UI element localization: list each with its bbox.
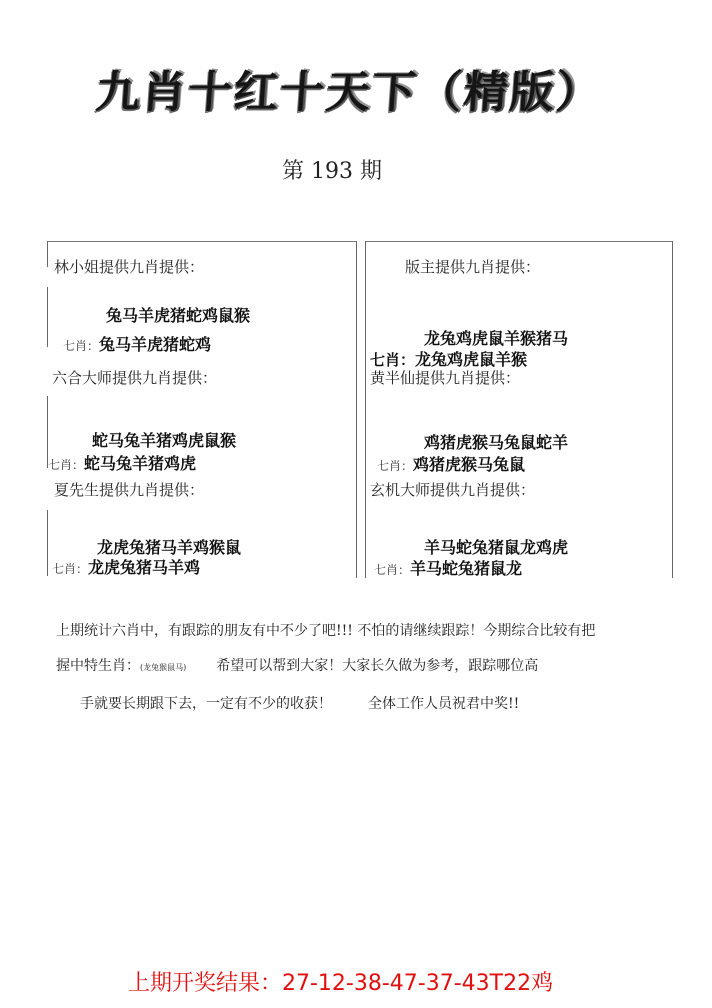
seven-label: 七肖 [63,339,88,353]
special-zodiac-picks: (龙兔猴鼠马) [140,663,187,672]
nine-zodiac-list: 蛇马兔羊猪鸡虎鼠猴 [92,431,237,450]
seven-separator: ： [76,562,89,576]
provider-heading: 夏先生提供九肖提供： [54,481,205,499]
right-top-border [365,241,673,242]
provider-heading: 玄机大师提供九肖提供： [370,481,536,499]
seven-separator: ： [398,563,411,577]
notice-line-2 [56,655,538,675]
notice-line-2-start: 握中特生肖： [56,658,140,674]
left-border-2 [47,287,48,347]
nine-zodiac-list: 羊马蛇兔猪鼠龙鸡虎 [424,538,569,557]
seven-zodiac-list: 鸡猪虎猴马兔鼠 [413,455,526,474]
seven-zodiac-row [374,556,522,579]
notice-line-3-end: 全体工作人员祝君中奖!! [368,696,520,712]
nine-zodiac-list: 龙虎兔猪马羊鸡猴鼠 [97,538,242,557]
seven-zodiac-row [52,555,200,578]
left-border-1 [47,241,48,267]
notice-line-2-end: 希望可以帮到大家！大家长久做为参考，跟踪哪位高 [216,658,539,674]
seven-separator: ： [87,339,100,353]
seven-label: 七肖 [377,459,402,473]
left-top-border [47,241,357,242]
issue-number: 第 193 期 [282,159,382,184]
nine-zodiac-list: 兔马羊虎猪蛇鸡鼠猴 [106,306,251,325]
seven-zodiac-list: 兔马羊虎猪蛇鸡 [99,335,212,354]
provider-heading: 版主提供九肖提供： [405,258,541,276]
provider-heading: 六合大师提供九肖提供： [52,369,218,387]
provider-heading: 黄半仙提供九肖提供： [370,369,521,387]
seven-zodiac-row [48,451,196,474]
seven-label: 七肖 [52,562,77,576]
notice-line-3 [80,693,519,713]
seven-zodiac-row [63,332,211,355]
left-border-4 [47,510,48,576]
seven-label: 七肖 [370,351,401,369]
seven-separator: ： [400,351,416,369]
provider-heading: 林小姐提供九肖提供： [54,258,205,276]
seven-zodiac-row [377,452,525,475]
seven-zodiac-list: 蛇马兔羊猪鸡虎 [84,454,197,473]
center-left-border [356,241,357,578]
center-right-border [365,241,366,578]
notice-line-3-start: 手就要长期跟下去，一定有不少的收获！ [80,696,332,712]
notice-line-1: 上期统计六肖中，有跟踪的朋友有中不少了吧!!! 不怕的请继续跟踪！今期综合比较有把 [56,623,596,639]
last-draw-result: 上期开奖结果：27-12-38-47-37-43T22鸡 [128,971,554,996]
nine-zodiac-list: 鸡猪虎猴马兔鼠蛇羊 [424,433,569,452]
seven-separator: ： [401,459,414,473]
right-border [672,241,673,578]
seven-zodiac-list: 羊马蛇兔猪鼠龙 [410,559,523,578]
seven-label: 七肖 [374,563,399,577]
seven-zodiac-list: 龙兔鸡虎鼠羊猴 [415,350,528,369]
seven-separator: ： [72,458,85,472]
seven-zodiac-list: 龙虎兔猪马羊鸡 [88,558,201,577]
seven-label: 七肖 [48,458,73,472]
page-title: 九肖十红十天下（精版） [93,67,604,118]
nine-zodiac-list: 龙兔鸡虎鼠羊猴猪马 [424,329,569,348]
